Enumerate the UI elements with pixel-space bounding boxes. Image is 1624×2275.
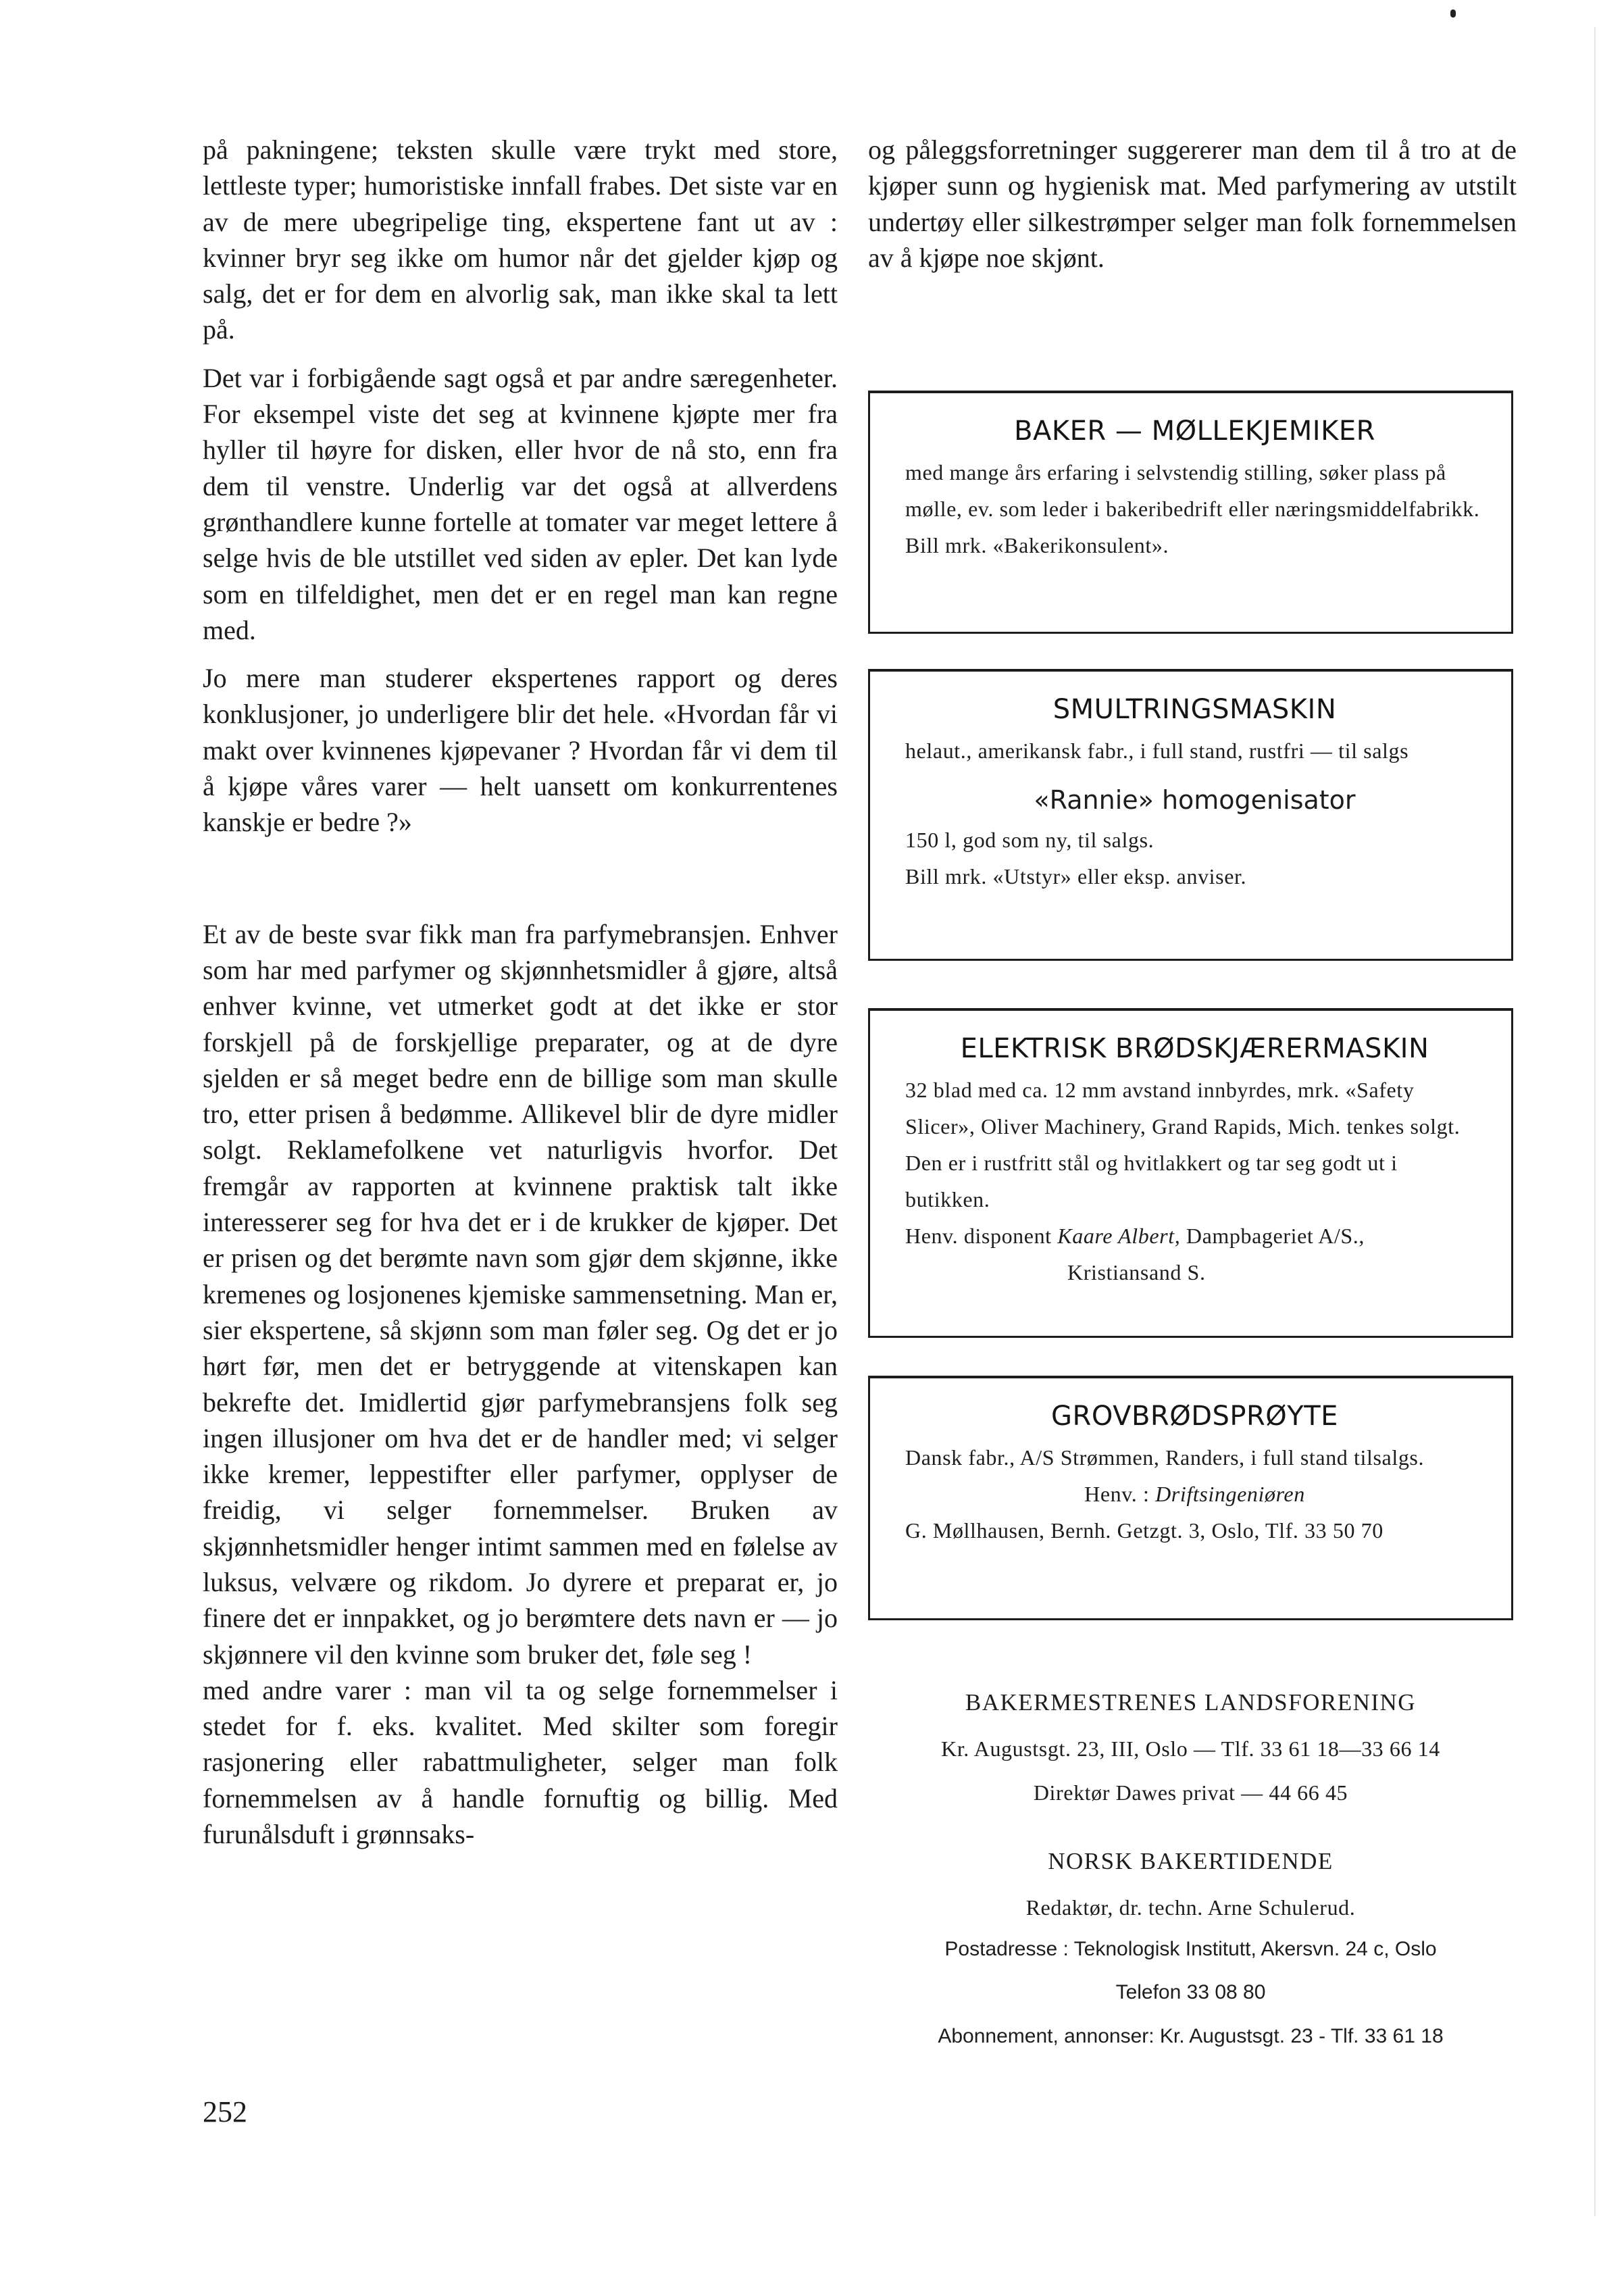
- ad-smultring-body: helaut., amerikansk fabr., i full stand, rustfri — til salgs: [905, 739, 1409, 763]
- footer-paper-subscription: Abonnement, annonser: Kr. Augustsgt. 23 - Tlf. 33 61 18: [938, 2025, 1444, 2047]
- paragraph-4: Et av de beste svar fikk man fra parfymebransjen. Enhver som har med parfymer og skjønnhetsmidler å gjøre, altså enhver kvinne, vet utmerket godt at det ikke er stor forskjell på de forskjellige preparater, og at de dyre sjelden er så meget bedre enn de billige som man skulle tro, etter prisen å bedømme. Allikevel blir de dyre midler solgt. Reklamefolkene vet naturligvis hvorfor. Det fremgår av rapporten at kvinnene praktisk talt ikke interesserer seg for hva det er i de krukker de kjøper. Det er prisen og det berømte navn som gjør dem skjønne, ikke kremenes og losjonenes kjemiske sammensetning. Man er, sier ekspertene, så skjønn som man føler seg. Og det er jo hørt før, men det er betryggende at vitenskapen kan bekrefte det. Imidlertid gjør parfymebransjens folk seg ingen illusjoner om hva det er de handler med; vi selger ikke kremer, leppestifter eller parfymer, opplyser de freidig, vi selger fornemmelser. Bruken av skjønnhetsmidler henger intimt sammen med en følelse av luksus, velvære og rikdom. Jo dyrere et preparat er, jo finere det er innpakket, og jo berømtere dets navn er — jo skjønnere vil den kvinne som bruker det, føle seg !: [203, 918, 838, 1670]
- ad-smultring-subtitle: «Rannie» homogenisator: [1034, 785, 1356, 815]
- ad-baker-contact: Bill mrk. «Bakerikonsulent».: [905, 533, 1169, 557]
- ad-elektrisk-body: 32 blad med ca. 12 mm avstand innbyrdes, mrk. «Safety Slicer», Oliver Machinery, Grand Rapids, Mich. tenkes solgt. Den er i rustfritt stål og hvitlakkert og tar seg godt ut i butikken.: [905, 1078, 1461, 1211]
- ad-baker-body: med mange års erfaring i selvstendig stilling, søker plass på mølle, ev. som leder i bakeribedrift eller næringsmiddelfabrikk.: [905, 460, 1480, 521]
- left-column: [203, 132, 838, 1852]
- ad-elektrisk-contact-name: Kaare Albert,: [1057, 1224, 1181, 1248]
- ad-elektrisk-place: Kristiansand S.: [1067, 1260, 1206, 1284]
- ad-grovbrod-contact-prefix: Henv. :: [1084, 1482, 1150, 1506]
- footer-paper-postal: Postadresse : Teknologisk Institutt, Akersvn. 24 c, Oslo: [944, 1938, 1437, 1960]
- ad-elektrisk-contact: [905, 1218, 1484, 1254]
- ad-smultring-body2: 150 l, god som ny, til salgs.: [905, 828, 1154, 852]
- ad-smultring: [868, 669, 1513, 961]
- footer-paper-editor: Redaktør, dr. techn. Arne Schulerud.: [1025, 1895, 1356, 1920]
- right-column-text: og påleggsforretninger suggererer man dem til å tro at de kjøper sunn og hygienisk mat. Med parfymering av utstilt undertøy eller silkestrømper selger man folk fornemmelsen av å kjøpe noe skjønt.: [868, 134, 1517, 273]
- paragraph-2: Det var i forbigående sagt også et par andre særegenheter. For eksempel viste det seg at kvinnene kjøpte mer fra hyller til høyre for disken, eller hvor de nå sto, enn fra dem til venstre. Underlig var det også at allverdens grønthandlere kunne fortelle at tomater var meget lettere å selge hvis de ble utstillet ved siden av epler. Det kan lyde som en tilfeldighet, men det er en regel man kan regne med.: [203, 362, 838, 645]
- ad-grovbrod-body: Dansk fabr., A/S Strømmen, Randers, i full stand tilsalgs.: [905, 1445, 1425, 1470]
- paragraph-1: på pakningene; teksten skulle være trykt med store, lettleste typer; humoristiske innfall frabes. Det siste var en av de mere ubegripelige ting, ekspertene fant ut av : kvinner bryr seg ikke om humor når det gjelder kjøp og salg, det er for dem en alvorlig sak, man ikke skal ta lett på.: [203, 134, 838, 345]
- ad-grovbrod-contact-name: Driftsingeniøren: [1155, 1482, 1305, 1506]
- paragraph-5: med andre varer : man vil ta og selge fornemmelser i stedet for f. eks. kvalitet. Med skilter som foregir rasjonering eller rabattmuligheter, selger man folk fornemmelsen av å handle fornuftig og billig. Med furunålsduft i grønnsaks-: [203, 1674, 838, 1850]
- ad-grovbrod: [868, 1376, 1513, 1620]
- footer-org-address: Kr. Augustsgt. 23, III, Oslo — Tlf. 33 61 18—33 66 14: [941, 1736, 1440, 1761]
- ad-baker: [868, 391, 1513, 634]
- page-number: 252: [203, 2095, 247, 2128]
- page-edge-line: [1594, 27, 1596, 2216]
- footer-paper-phone: Telefon 33 08 80: [1115, 1981, 1266, 2003]
- print-mark: [1450, 9, 1456, 18]
- ad-grovbrod-address: G. Møllhausen, Bernh. Getzgt. 3, Oslo, Tlf. 33 50 70: [905, 1518, 1384, 1543]
- paragraph-3: Jo mere man studerer ekspertenes rapport og deres konklusjoner, jo underligere blir det hele. «Hvordan får vi makt over kvinnenes kjøpevaner ? Hvordan får vi dem til å kjøpe våres varer — helt uansett om konkurrentenes kanskje er bedre ?»: [203, 663, 838, 838]
- ad-baker-title: BAKER — MØLLEKJEMIKER: [1014, 416, 1375, 447]
- footer-org-director: Direktør Dawes privat — 44 66 45: [1033, 1780, 1348, 1805]
- ad-elektrisk-title: ELEKTRISK BRØDSKJÆRERMASKIN: [960, 1033, 1429, 1064]
- ad-grovbrod-contact: [905, 1476, 1484, 1512]
- ad-elektrisk-contact-suffix: Dampbageriet A/S.,: [1186, 1224, 1365, 1248]
- ad-smultring-contact: Bill mrk. «Utstyr» eller eksp. anviser.: [905, 864, 1247, 889]
- footer-org-name: BAKERMESTRENES LANDSFORENING: [965, 1689, 1417, 1716]
- ad-smultring-title: SMULTRINGSMASKIN: [1052, 694, 1337, 725]
- ad-elektrisk-contact-prefix: Henv. disponent: [905, 1224, 1052, 1248]
- footer-paper-name: NORSK BAKERTIDENDE: [1048, 1848, 1334, 1874]
- ad-elektrisk: [868, 1008, 1513, 1338]
- ad-grovbrod-title: GROVBRØDSPRØYTE: [1051, 1401, 1338, 1432]
